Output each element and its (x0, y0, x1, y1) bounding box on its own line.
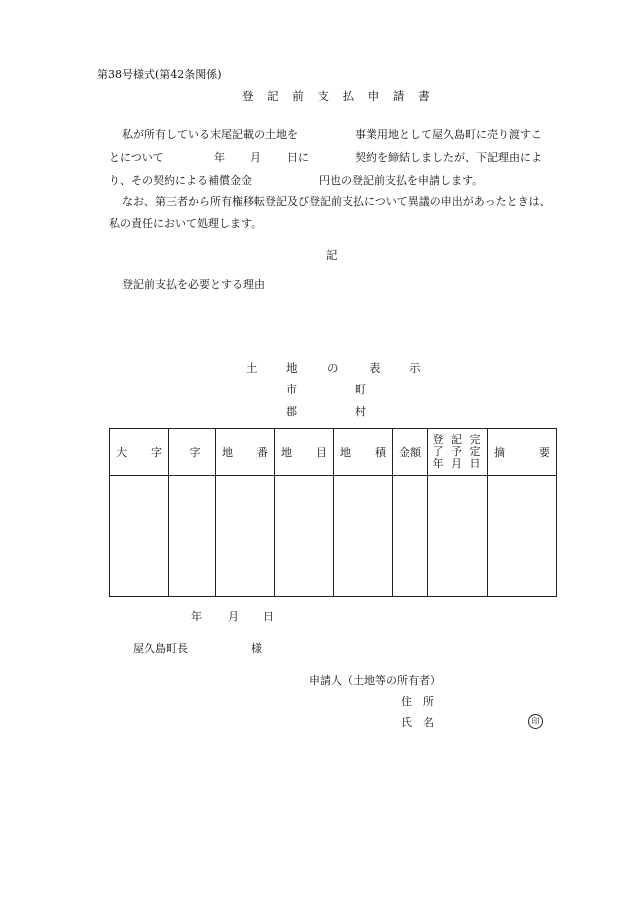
body-line-4: なお、第三者から所有権移転登記及び登記前支払について異議の申出があったときは、 (122, 195, 551, 208)
header-chiban: 地 番 (216, 429, 275, 476)
applicant-label: 申請人（土地等の所有者） (309, 674, 441, 687)
machi-label: 町 (355, 383, 366, 396)
cell-chiban[interactable] (216, 476, 275, 597)
body-line-3a: り、その契約による補償金金 (109, 174, 252, 187)
land-title-char-5: 示 (409, 361, 421, 375)
header-aza: 字 (169, 429, 216, 476)
table-header-row (110, 429, 557, 476)
header-kingaku: 金額 (393, 429, 428, 476)
land-table (109, 428, 557, 597)
cell-oaza[interactable] (110, 476, 169, 597)
cell-chimoku[interactable] (275, 476, 334, 597)
gun-label: 郡 (286, 405, 297, 418)
name-label: 氏 名 (401, 716, 434, 729)
mayor-label: 屋久島町長 (133, 642, 188, 655)
cell-chiseki[interactable] (334, 476, 393, 597)
date-year: 年 (191, 610, 202, 623)
seal-mark: 印 (528, 714, 543, 729)
body-line-2-month: 月 (250, 151, 261, 164)
body-line-2-day: 日に (287, 151, 309, 164)
mayor-honorific: 様 (251, 642, 262, 655)
cell-kingaku[interactable] (393, 476, 428, 597)
document-title: 登 記 前 支 払 申 請 書 (242, 89, 435, 103)
body-line-1b: 事業用地として屋久島町に売り渡すこ (355, 128, 542, 141)
body-line-3b: 円也の登記前支払を申請します。 (319, 174, 484, 187)
reason-label: 登記前支払を必要とする理由 (122, 278, 265, 291)
header-tekiyo: 摘 要 (488, 429, 557, 476)
body-line-2-year: 年 (214, 151, 225, 164)
table-body-row (110, 476, 557, 597)
form-number: 第38号様式(第42条関係) (97, 68, 222, 81)
cell-aza[interactable] (169, 476, 216, 597)
header-oaza: 大 字 (110, 429, 169, 476)
body-line-2b: 契約を締結しましたが、下記理由によ (355, 151, 542, 164)
land-title-char-3: の (327, 361, 339, 375)
address-label: 住 所 (401, 695, 434, 708)
date-month: 月 (228, 610, 239, 623)
header-touki: 登 記 完 了 予 定 年 月 日 (428, 429, 488, 476)
cell-touki[interactable] (428, 476, 488, 597)
body-line-2a: とについて (109, 151, 164, 164)
shi-label: 市 (286, 383, 297, 396)
header-chimoku: 地 目 (275, 429, 334, 476)
body-line-1a: 私が所有している末尾記載の土地を (122, 128, 298, 141)
header-chiseki: 地 積 (334, 429, 393, 476)
date-day: 日 (263, 610, 274, 623)
land-title-char-4: 表 (369, 361, 381, 375)
cell-tekiyo[interactable] (488, 476, 557, 597)
mura-label: 村 (355, 405, 366, 418)
body-line-5: 私の責任において処理します。 (109, 217, 263, 230)
ki-heading: 記 (326, 248, 338, 262)
land-title-char-1: 土 (246, 361, 258, 375)
land-title-char-2: 地 (286, 361, 298, 375)
